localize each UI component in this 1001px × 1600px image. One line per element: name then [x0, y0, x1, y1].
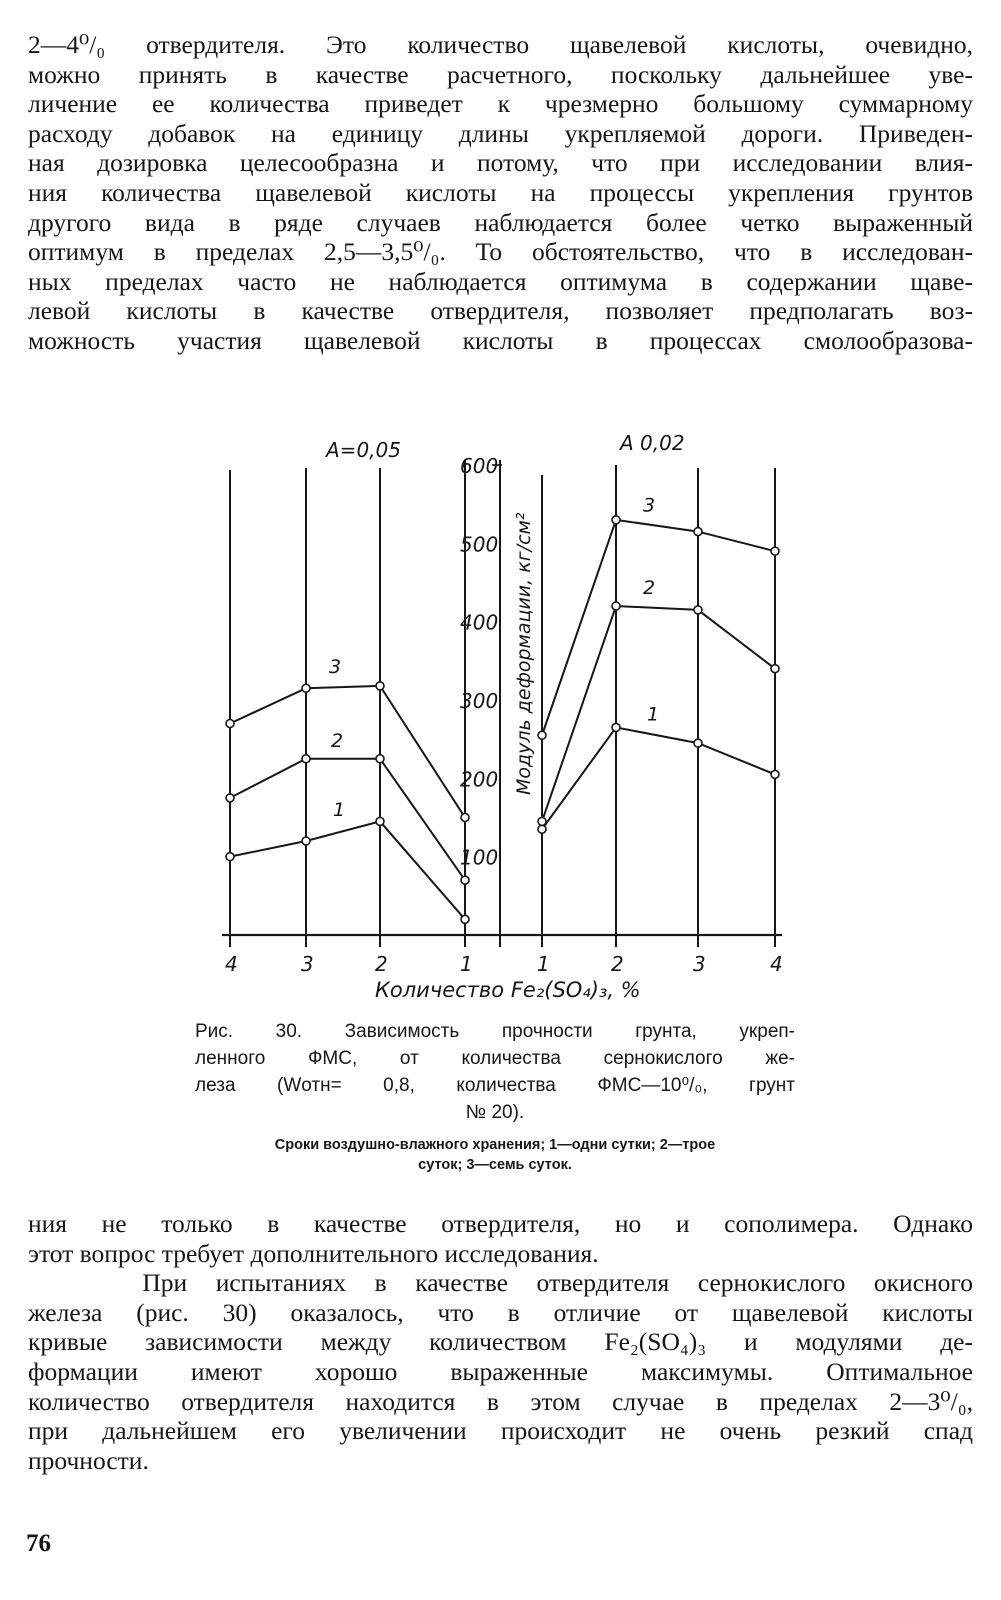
x-tick-label: 3 — [693, 952, 706, 976]
panel-label: A 0,02 — [620, 431, 685, 455]
caption-note-line: суток; 3—семь суток. — [418, 1157, 572, 1173]
y-axis-label: Модуль деформации, кг/см² — [513, 512, 535, 795]
data-point — [461, 915, 469, 923]
data-point — [376, 817, 384, 825]
series-label: 3 — [329, 656, 342, 679]
data-point — [376, 755, 384, 763]
y-tick-label: 200 — [460, 767, 499, 792]
series-label: 1 — [333, 799, 346, 822]
data-point — [302, 837, 310, 845]
text-line: ния количества щавелевой кислоты на процессы укрепления грунтов — [28, 177, 973, 207]
text-line: ния не только в качестве отвердителя, но и сополимера. Однако — [28, 1209, 973, 1238]
x-tick-label: 2 — [611, 952, 624, 976]
data-point — [538, 731, 546, 739]
data-point — [612, 516, 620, 524]
data-point — [612, 723, 620, 731]
data-point — [226, 853, 234, 861]
data-point — [771, 547, 779, 555]
page-number: 76 — [26, 1530, 51, 1557]
caption-line: Рис. 30. Зависимость прочности грунта, укреп- — [195, 1021, 795, 1042]
x-axis-label: Количество Fe₂(SO₄)₃, % — [375, 978, 641, 1002]
text-line: оптимум в пределах 2,5—3,5⁰/₀. То обстоятельство, что в исследован- — [28, 237, 973, 267]
data-point — [538, 817, 546, 825]
text-line: при дальнейшем его увеличении происходит не очень резкий спад — [28, 1416, 973, 1446]
text-line: 2—4⁰/₀ отвердителя. Это количество щавелевой кислоты, очевидно, — [28, 30, 973, 59]
panel-label: A=0,05 — [326, 438, 401, 462]
data-point — [612, 602, 620, 610]
data-point — [771, 665, 779, 673]
y-tick-label: 300 — [460, 689, 499, 713]
text-line: ная дозировка целесообразна и потому, что при исследовании влия- — [28, 148, 973, 178]
data-point — [771, 770, 779, 778]
series-label: 1 — [647, 703, 660, 726]
text-line: железа (рис. 30) оказалось, что в отличие от щавелевой кислоты — [28, 1297, 973, 1327]
caption-line: леза (Wотн= 0,8, количества ФМС—10⁰/₀, грунт — [195, 1075, 795, 1096]
data-point — [376, 682, 384, 690]
data-point — [461, 876, 469, 884]
series-line — [542, 727, 775, 829]
figure-caption — [195, 1018, 795, 1126]
text-line: количество отвердителя находится в этом случае в пределах 2—3⁰/₀, — [28, 1386, 973, 1416]
y-tick-label: 100 — [460, 845, 499, 870]
data-point — [538, 825, 546, 833]
data-point — [226, 794, 234, 802]
body-text-top — [28, 30, 973, 356]
text-line: формации имеют хорошо выраженные максимумы. Оптимальное — [28, 1356, 973, 1386]
x-tick-label: 1 — [460, 952, 473, 976]
caption-note-line: Сроки воздушно-влажного хранения; 1—одни сутки; 2—трое — [274, 1137, 716, 1153]
text-line: личение ее количества приведет к чрезмерно большому суммарному — [28, 89, 973, 119]
figure-30-chart — [200, 420, 820, 1010]
figure-caption-note — [195, 1135, 795, 1175]
data-point — [694, 739, 702, 747]
series-line — [230, 686, 465, 818]
x-tick-label: 3 — [301, 952, 314, 976]
text-line: можно принять в качестве расчетного, поскольку дальнейшее уве- — [28, 59, 973, 89]
x-tick-label: 4 — [225, 952, 238, 976]
series-line — [230, 759, 465, 880]
y-tick-label: 500 — [460, 532, 499, 557]
x-tick-label: 2 — [375, 952, 388, 976]
text-line: этот вопрос требует дополнительного исследования. — [28, 1238, 599, 1268]
text-line: можность участия щавелевой кислоты в процессах смолообразова- — [28, 325, 973, 355]
caption-line: ленного ФМС, от количества сернокислого же- — [195, 1048, 795, 1069]
text-line: другого вида в ряде случаев наблюдается более четко выраженный — [28, 207, 973, 237]
series-line — [230, 821, 465, 919]
x-tick-label: 4 — [770, 952, 783, 976]
data-point — [302, 684, 310, 692]
data-point — [694, 606, 702, 614]
caption-line: № 20). — [465, 1102, 525, 1123]
text-line: расходу добавок на единицу длины укрепляемой дороги. Приведен- — [28, 118, 973, 148]
series-label: 3 — [643, 494, 656, 517]
x-tick-label: 1 — [537, 952, 550, 976]
data-point — [302, 755, 310, 763]
y-tick-label: 600 — [460, 454, 499, 478]
body-text-bottom — [28, 1209, 973, 1475]
data-point — [694, 528, 702, 536]
text-line: При испытаниях в качестве отвердителя сернокислого окисного — [28, 1268, 973, 1298]
text-line: прочности. — [28, 1445, 149, 1475]
text-line: ных пределах часто не наблюдается оптимума в содержании щаве- — [28, 266, 973, 296]
series-label: 2 — [331, 729, 344, 752]
y-tick-label: 400 — [460, 610, 499, 635]
data-point — [461, 814, 469, 822]
text-line: кривые зависимости между количеством Fe₂(SO₄)₃ и модулями де- — [28, 1327, 973, 1357]
series-label: 2 — [643, 576, 656, 599]
text-line: левой кислоты в качестве отвердителя, позволяет предполагать воз- — [28, 296, 973, 326]
data-point — [226, 720, 234, 728]
